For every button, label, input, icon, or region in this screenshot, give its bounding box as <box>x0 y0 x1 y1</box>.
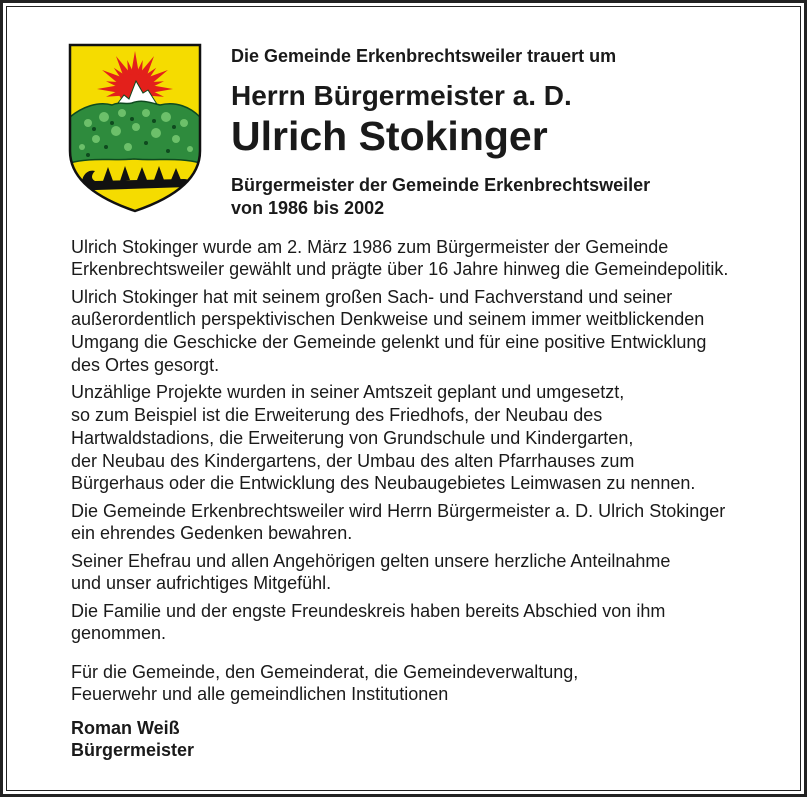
role-line: Bürgermeister der Gemeinde Erkenbrechtsweiler <box>231 175 651 195</box>
text-line: der Neubau des Kindergartens, der Umbau des alten Pfarrhauses zum <box>71 450 635 471</box>
intro-line: Die Gemeinde Erkenbrechtsweiler trauert um <box>231 46 617 66</box>
text-line: Umgang die Geschicke der Gemeinde gelenkt und für eine positive Entwicklung <box>71 332 707 353</box>
text-line: Seiner Ehefrau und allen Angehörigen gelten unsere herzliche Anteilnahme <box>71 550 671 571</box>
body-paragraph <box>71 600 796 646</box>
text-line: Feuerwehr und alle gemeindlichen Institutionen <box>71 684 449 705</box>
body-paragraph <box>71 286 796 377</box>
text-line: Unzählige Projekte wurden in seiner Amtszeit geplant und umgesetzt, <box>71 382 625 403</box>
body-paragraph <box>71 550 796 596</box>
text-line: genommen. <box>71 623 167 644</box>
coat-of-arms-icon <box>68 43 202 213</box>
term-line: von 1986 bis 2002 <box>231 198 385 218</box>
signatory-name: Roman Weiß <box>71 717 180 738</box>
text-line: des Ortes gesorgt. <box>71 354 220 375</box>
text-line: Bürgerhaus oder die Entwicklung des Neubaugebietes Leimwasen zu nennen. <box>71 473 696 494</box>
obituary-body <box>71 236 796 650</box>
text-line: außerordentlich perspektivischen Denkweise und seinem immer weitblickenden <box>71 309 705 330</box>
text-line: Die Gemeinde Erkenbrechtsweiler wird Herrn Bürgermeister a. D. Ulrich Stokinger <box>71 500 726 521</box>
deceased-name: Ulrich Stokinger <box>231 113 548 159</box>
text-line: Die Familie und der engste Freundeskreis haben bereits Abschied von ihm <box>71 600 666 621</box>
text-line: Hartwaldstadions, die Erweiterung von Grundschule und Kindergarten, <box>71 427 634 448</box>
text-line: Für die Gemeinde, den Gemeinderat, die Gemeindeverwaltung, <box>71 661 579 682</box>
text-line: und unser aufrichtiges Mitgefühl. <box>71 573 332 594</box>
text-line: ein ehrendes Gedenken bewahren. <box>71 523 353 544</box>
text-line: Ulrich Stokinger hat mit seinem großen Sach- und Fachverstand und seiner <box>71 286 673 307</box>
body-paragraph <box>71 236 796 282</box>
closing-lines <box>71 661 796 707</box>
text-line: Ulrich Stokinger wurde am 2. März 1986 zum Bürgermeister der Gemeinde <box>71 236 669 257</box>
signatory-title: Bürgermeister <box>71 740 195 761</box>
body-paragraph <box>71 381 796 495</box>
text-line: so zum Beispiel ist die Erweiterung des Friedhofs, der Neubau des <box>71 404 603 425</box>
text-line: Erkenbrechtsweiler gewählt und prägte über 16 Jahre hinweg die Gemeindepolitik. <box>71 259 729 280</box>
body-paragraph <box>71 500 796 546</box>
signature <box>71 717 796 763</box>
honorific: Herrn Bürgermeister a. D. <box>231 80 572 111</box>
